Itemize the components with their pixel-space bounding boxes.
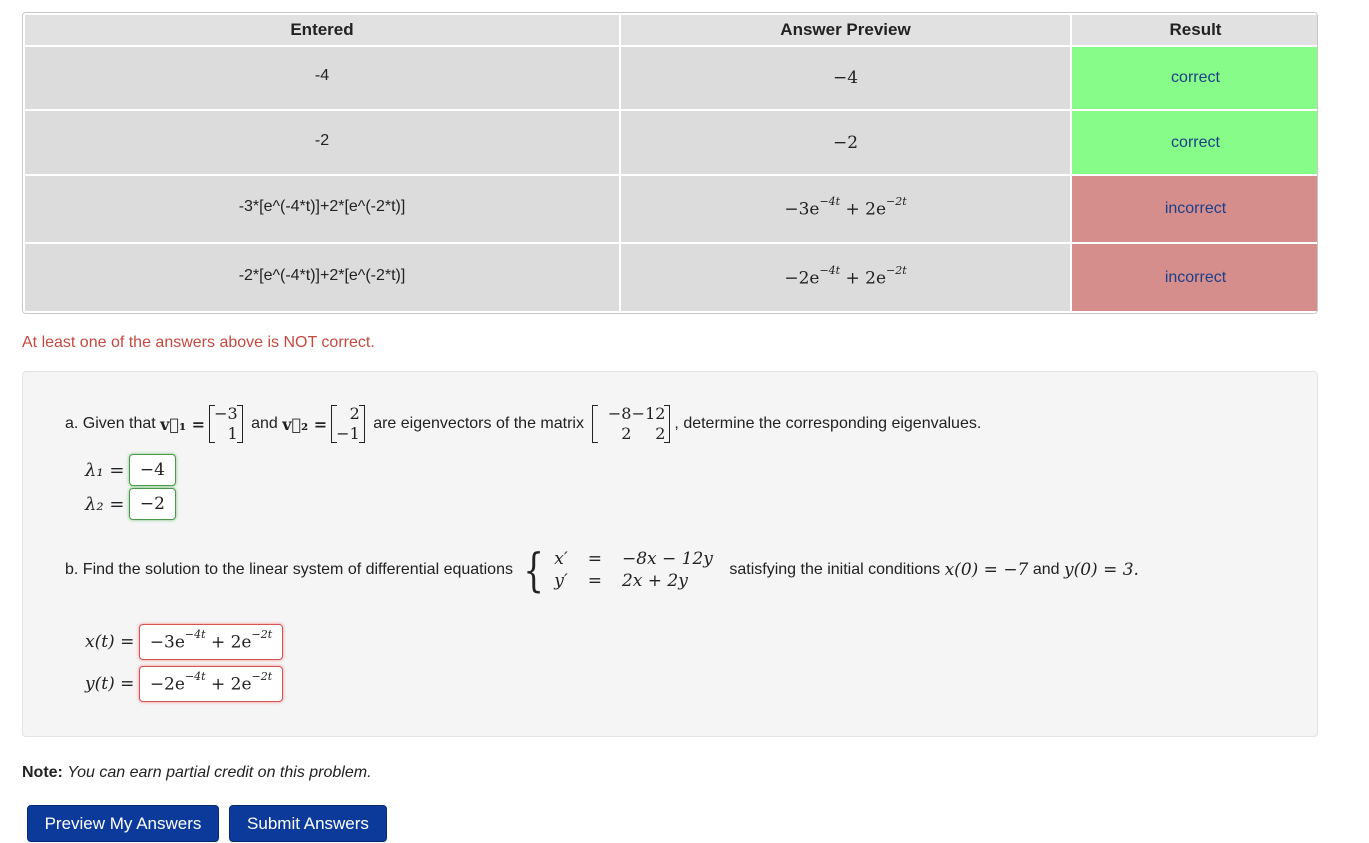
lambda2-row [85, 488, 176, 520]
warning-message: At least one of the answers above is NOT correct. [22, 334, 375, 351]
v1-vector: −3 1 [209, 404, 243, 444]
preview-answers-button[interactable]: Preview My Answers [27, 805, 219, 842]
v1-label: v⃗₁ = [160, 414, 206, 434]
entered-cell: -3*[e^(-4*t)]+2*[e^(-2*t)] [24, 175, 620, 243]
result-cell: correct [1071, 110, 1318, 175]
result-cell: incorrect [1071, 243, 1318, 312]
entered-cell: -2 [24, 110, 620, 175]
preview-cell: $-3e^{-4t} + 2e^{-2t}$ [620, 175, 1071, 243]
submit-answers-button[interactable]: Submit Answers [229, 805, 387, 842]
x-answer-row [85, 624, 283, 660]
results-table [22, 12, 1318, 314]
y-label: y(t) = [85, 673, 135, 694]
lambda1-label: λ₁ = [85, 459, 125, 481]
preview-cell: −2 [620, 110, 1071, 175]
lambda1-row [85, 454, 176, 486]
lambda2-input[interactable]: −2 [129, 488, 176, 520]
note: Note: You can earn partial credit on this problem. [22, 764, 372, 781]
entered-cell: -2*[e^(-4*t)]+2*[e^(-2*t)] [24, 243, 620, 312]
header-answer-preview: Answer Preview [620, 14, 1071, 46]
part-a-statement: a. Given that v⃗₁ = −3 1 and v⃗₂ = 2 −1 are eigenvectors of the matrix −8 −12 2 2 , determine the corresponding eigenvalues. [65, 404, 982, 443]
x-input[interactable]: $-3e^{-4t} + 2e^{-2t}$ [139, 624, 283, 660]
y-answer-row [85, 666, 283, 702]
result-cell: incorrect [1071, 175, 1318, 243]
table-row [24, 175, 1318, 243]
entered-cell: -4 [24, 46, 620, 110]
header-entered: Entered [24, 14, 620, 46]
x-label: x(t) = [85, 631, 135, 652]
table-row [24, 110, 1318, 175]
result-cell: correct [1071, 46, 1318, 110]
y-input[interactable]: $-2e^{-4t} + 2e^{-2t}$ [139, 666, 283, 702]
header-result: Result [1071, 14, 1318, 46]
preview-cell: $-2e^{-4t} + 2e^{-2t}$ [620, 243, 1071, 312]
table-row [24, 243, 1318, 312]
v2-label: v⃗₂ = [282, 414, 328, 434]
v2-vector: 2 −1 [331, 404, 365, 444]
lambda1-input[interactable]: −4 [129, 454, 176, 486]
table-row [24, 46, 1318, 110]
ode-system: { x′ = −8x − 12y y′ = 2x + 2y [523, 543, 713, 597]
part-b-statement: b. Find the solution to the linear system of differential equations { x′ = −8x − 12y y′ = 2x + 2y satisfying the initial conditions x(0) = −7 and y(0) = 3. [65, 543, 1139, 597]
problem-panel [22, 371, 1318, 737]
preview-cell: −4 [620, 46, 1071, 110]
coefficient-matrix: −8 −12 2 2 [592, 404, 670, 444]
lambda2-label: λ₂ = [85, 493, 125, 515]
